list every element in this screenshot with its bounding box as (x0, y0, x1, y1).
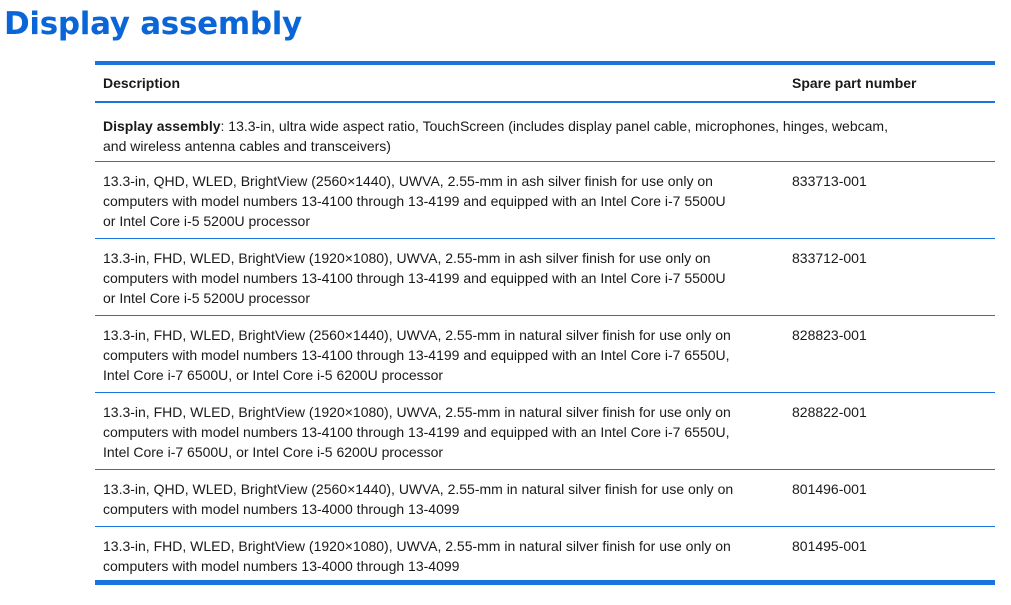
row-part-number: 833712-001 (792, 250, 867, 266)
table-row (95, 239, 995, 316)
description-line: 13.3-in, FHD, WLED, BrightView (2560×1440), UWVA, 2.55-mm in natural silver finish for use only on (103, 327, 731, 343)
description-line: computers with model numbers 13-4000 through 13-4099 (103, 501, 460, 517)
section-colon: : (220, 118, 225, 134)
description-line: computers with model numbers 13-4100 through 13-4199 and equipped with an Intel Core i-7 6550U, (103, 424, 730, 440)
row-description (95, 239, 792, 315)
section-row-display-assembly (95, 103, 995, 162)
description-line: computers with model numbers 13-4100 through 13-4199 and equipped with an Intel Core i-7 5500U (103, 193, 726, 209)
section-line-2: and wireless antenna cables and transceivers) (103, 138, 391, 154)
table-header-row (95, 65, 995, 103)
row-description (95, 527, 792, 580)
table-row (95, 316, 995, 393)
description-line: or Intel Core i-5 5200U processor (103, 213, 310, 229)
row-part-number: 828823-001 (792, 327, 867, 343)
column-header-part-number: Spare part number (792, 75, 917, 91)
description-line: computers with model numbers 13-4000 through 13-4099 (103, 558, 460, 574)
description-line: 13.3-in, FHD, WLED, BrightView (1920×1080), UWVA, 2.55-mm in natural silver finish for use only on (103, 404, 731, 420)
row-description (95, 316, 792, 392)
table-row (95, 527, 995, 581)
row-part-number: 801495-001 (792, 538, 867, 554)
description-line: computers with model numbers 13-4100 through 13-4199 and equipped with an Intel Core i-7 6550U, (103, 347, 730, 363)
description-line: Intel Core i-7 6500U, or Intel Core i-5 6200U processor (103, 367, 444, 383)
description-line: 13.3-in, FHD, WLED, BrightView (1920×1080), UWVA, 2.55-mm in natural silver finish for use only on (103, 538, 731, 554)
description-line: or Intel Core i-5 5200U processor (103, 290, 310, 306)
row-description (95, 393, 792, 469)
section-line-1 (103, 116, 987, 136)
table-row (95, 470, 995, 527)
spare-parts-table (95, 61, 995, 585)
section-text-1: 13.3-in, ultra wide aspect ratio, TouchScreen (includes display panel cable, microphones, hinges, webcam, (224, 118, 888, 134)
description-line: 13.3-in, QHD, WLED, BrightView (2560×1440), UWVA, 2.55-mm in natural silver finish for use only on (103, 481, 734, 497)
description-line: computers with model numbers 13-4100 through 13-4199 and equipped with an Intel Core i-7 5500U (103, 270, 726, 286)
row-part-number: 833713-001 (792, 173, 867, 189)
section-lead: Display assembly (103, 118, 221, 134)
row-part-number: 828822-001 (792, 404, 867, 420)
table-row (95, 162, 995, 239)
row-part-number: 801496-001 (792, 481, 867, 497)
page-title: Display assembly (4, 6, 302, 42)
description-line: Intel Core i-7 6500U, or Intel Core i-5 6200U processor (103, 444, 444, 460)
description-line: 13.3-in, QHD, WLED, BrightView (2560×1440), UWVA, 2.55-mm in ash silver finish for use only on (103, 173, 713, 189)
table-row (95, 393, 995, 470)
description-line: 13.3-in, FHD, WLED, BrightView (1920×1080), UWVA, 2.55-mm in ash silver finish for use only on (103, 250, 711, 266)
table-bottom-rule (95, 581, 995, 585)
row-description (95, 470, 792, 526)
row-description (95, 162, 792, 238)
column-header-description: Description (103, 75, 181, 91)
